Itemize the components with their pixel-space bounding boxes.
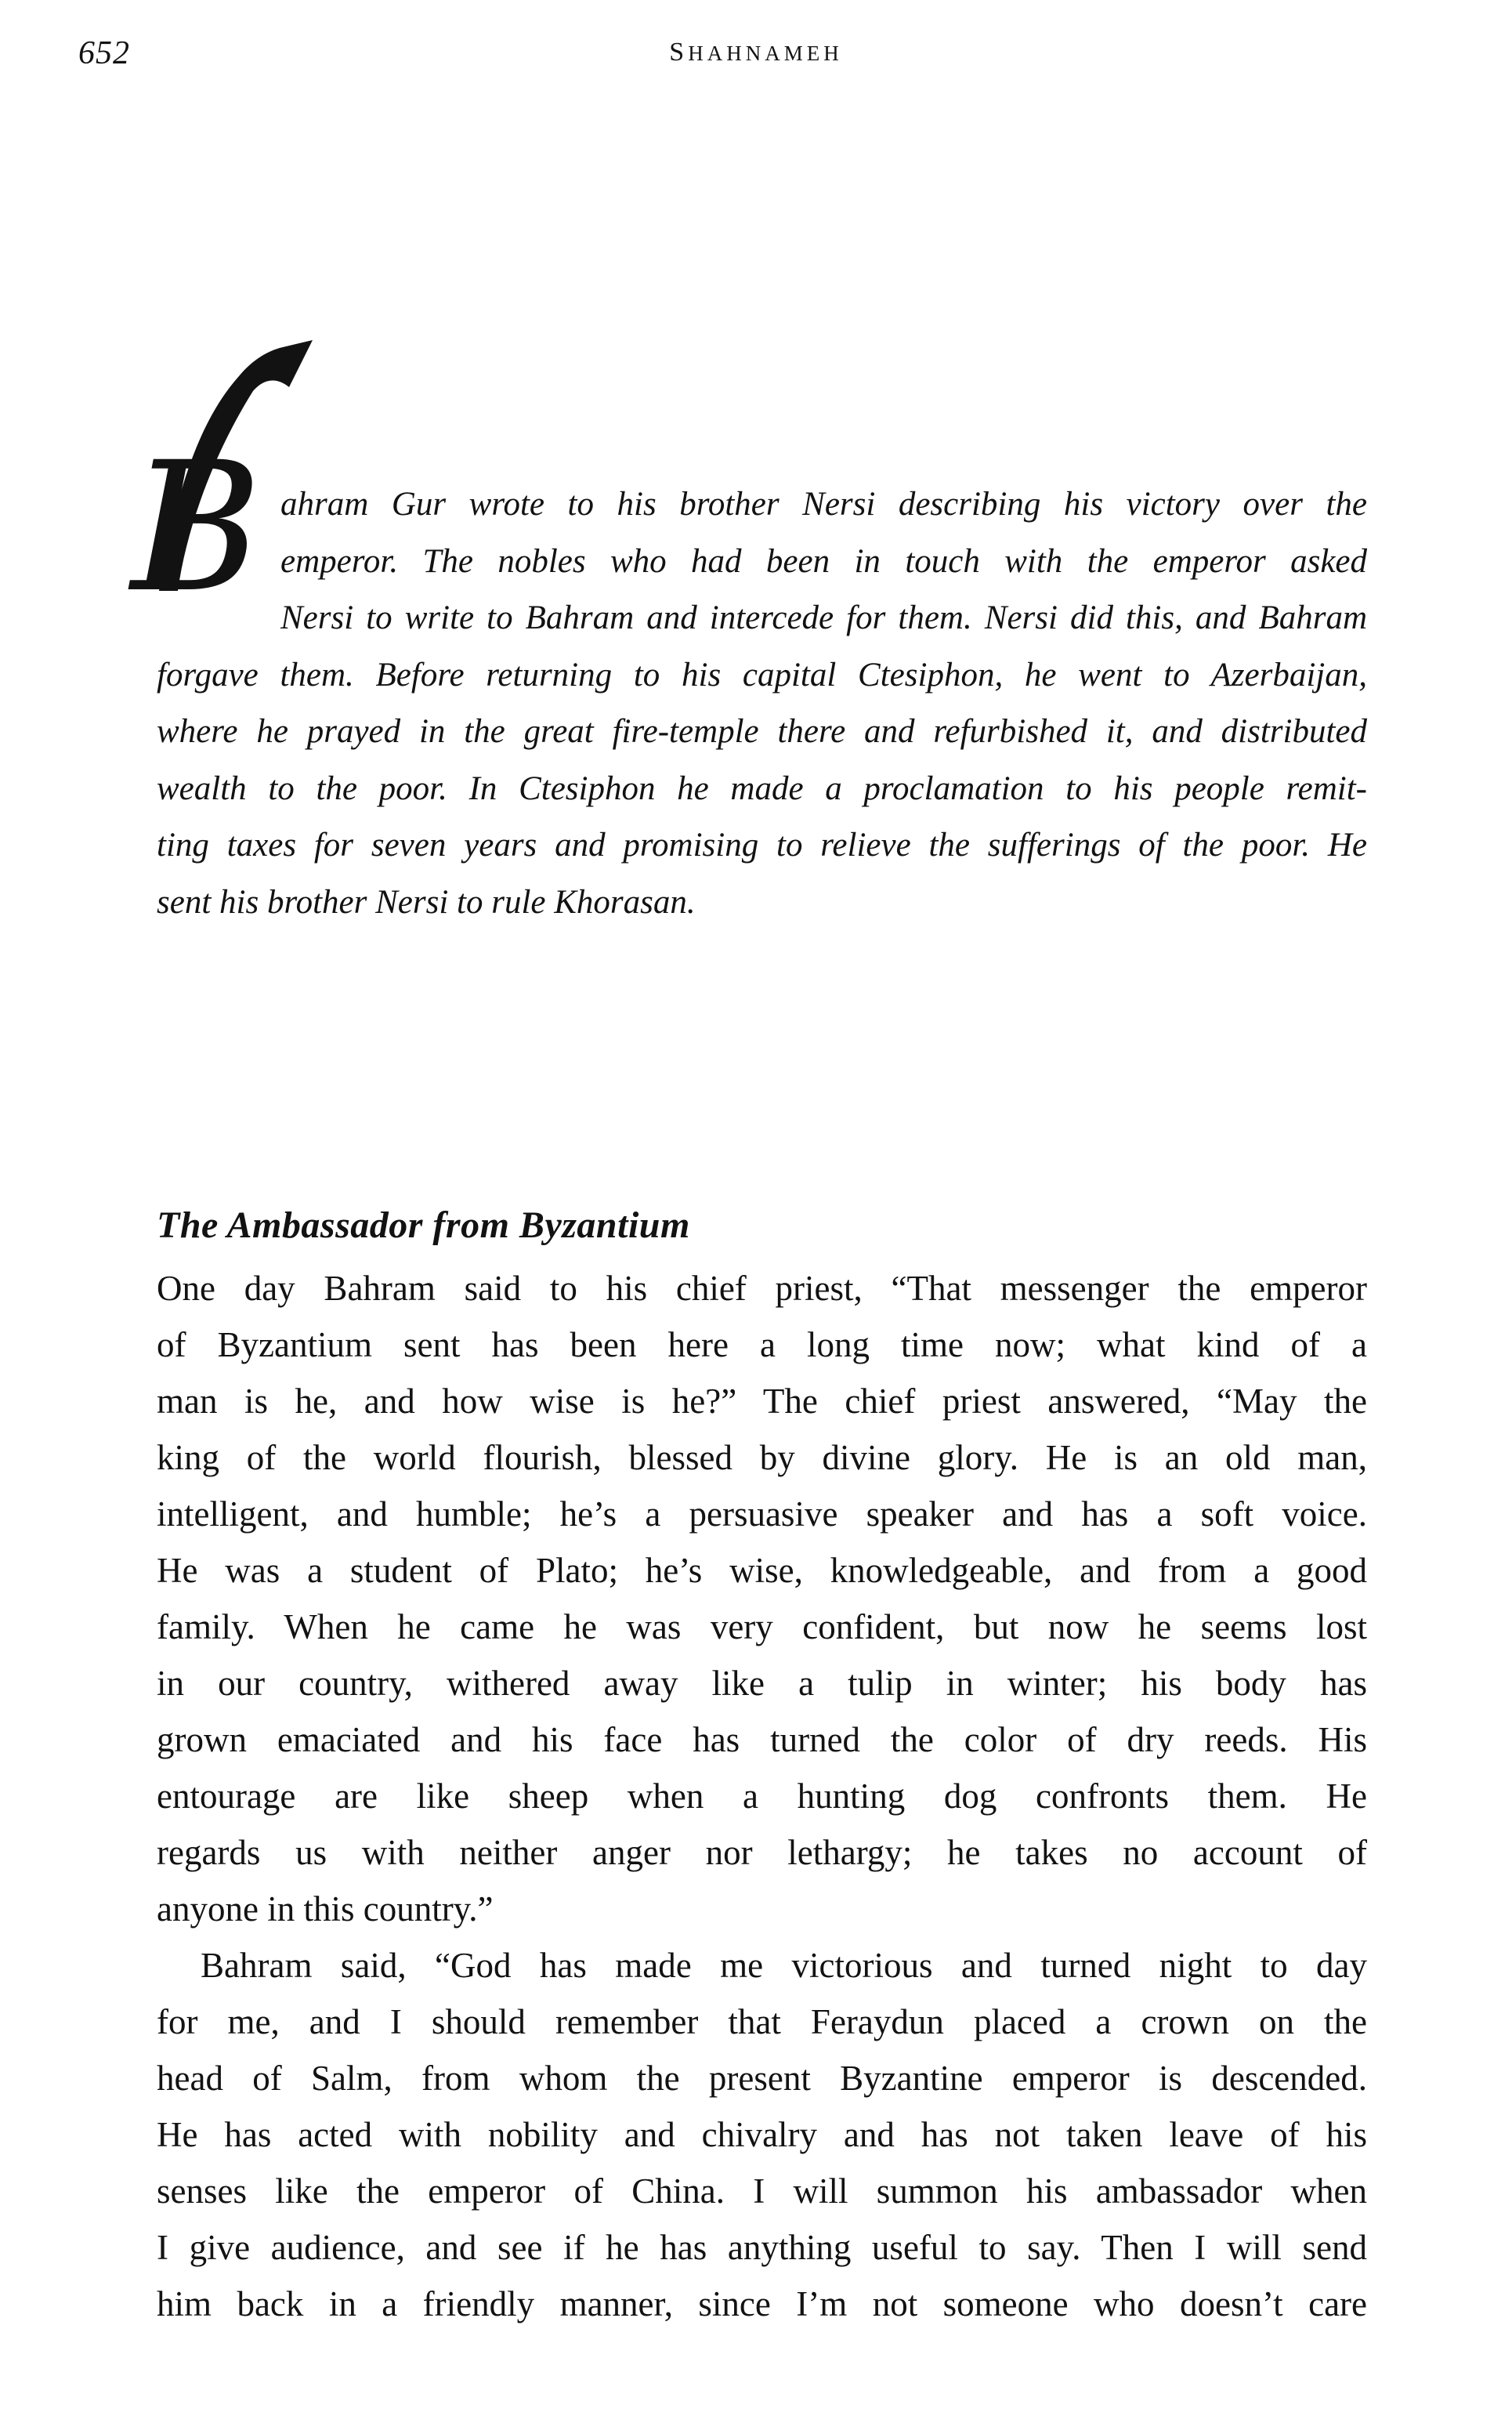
- body-line: of Byzantium sent has been here a long time now; what kind of a: [157, 1325, 1367, 1364]
- dropcap-box: [131, 423, 280, 632]
- body-line: him back in a friendly manner, since I’m not someone who doesn’t care: [157, 2284, 1367, 2323]
- body-line: in our country, withered away like a tulip in winter; his body has: [157, 1664, 1367, 1703]
- body-line: One day Bahram said to his chief priest, “That messenger the emperor: [157, 1269, 1367, 1308]
- body-line: grown emaciated and his face has turned the color of dry reeds. His: [157, 1720, 1367, 1759]
- intro-line: Nersi to write to Bahram and intercede for them. Nersi did this, and Bahram: [280, 599, 1367, 636]
- paragraph-2: [157, 1937, 1367, 2332]
- body-line: Bahram said, “God has made me victorious and turned night to day: [201, 1946, 1367, 1985]
- running-head-rest: HAHNAMEH: [688, 42, 843, 65]
- body-line: He was a student of Plato; he’s wise, knowledgeable, and from a good: [157, 1551, 1367, 1590]
- svg-text:B: B: [131, 423, 262, 632]
- body-line: I give audience, and see if he has anything useful to say. Then I will send: [157, 2228, 1367, 2267]
- running-head: [0, 38, 1512, 67]
- intro-line: emperor. The nobles who had been in touch with the emperor asked: [280, 542, 1367, 580]
- body-line: family. When he came he was very confident, but now he seems lost: [157, 1607, 1367, 1646]
- dropcap-letter-b: [129, 339, 341, 632]
- paragraph-1: [157, 1260, 1367, 1937]
- body-line: He has acted with nobility and chivalry and has not taken leave of his: [157, 2115, 1367, 2154]
- section-heading: The Ambassador from Byzantium: [157, 1204, 690, 1246]
- body-line: intelligent, and humble; he’s a persuasive speaker and has a soft voice.: [157, 1494, 1367, 1534]
- body-line: regards us with neither anger nor lethargy; he takes no account of: [157, 1833, 1367, 1872]
- running-head-initial: S: [669, 38, 689, 67]
- page-number: 652: [78, 35, 130, 71]
- intro-line: ting taxes for seven years and promising to relieve the sufferings of the poor. He: [157, 827, 1367, 864]
- intro-line: wealth to the poor. In Ctesiphon he made a proclamation to his people remit-: [157, 770, 1367, 807]
- body-line: senses like the emperor of China. I will summon his ambassador when: [157, 2171, 1367, 2211]
- intro-line: where he prayed in the great fire-temple there and refurbished it, and distributed: [157, 713, 1367, 750]
- body-line: entourage are like sheep when a hunting dog confronts them. He: [157, 1777, 1367, 1816]
- body-line: for me, and I should remember that Feraydun placed a crown on the: [157, 2002, 1367, 2041]
- intro-line: ahram Gur wrote to his brother Nersi describing his victory over the: [280, 486, 1367, 523]
- body-line: king of the world flourish, blessed by divine glory. He is an old man,: [157, 1438, 1367, 1477]
- body-line: anyone in this country.”: [157, 1889, 494, 1929]
- intro-line: forgave them. Before returning to his capital Ctesiphon, he went to Azerbaijan,: [157, 656, 1367, 694]
- body-line: head of Salm, from whom the present Byzantine emperor is descended.: [157, 2059, 1367, 2098]
- body-line: man is he, and how wise is he?” The chief priest answered, “May the: [157, 1382, 1367, 1421]
- intro-line: sent his brother Nersi to rule Khorasan.: [157, 883, 696, 921]
- intro-paragraph: [131, 423, 1367, 931]
